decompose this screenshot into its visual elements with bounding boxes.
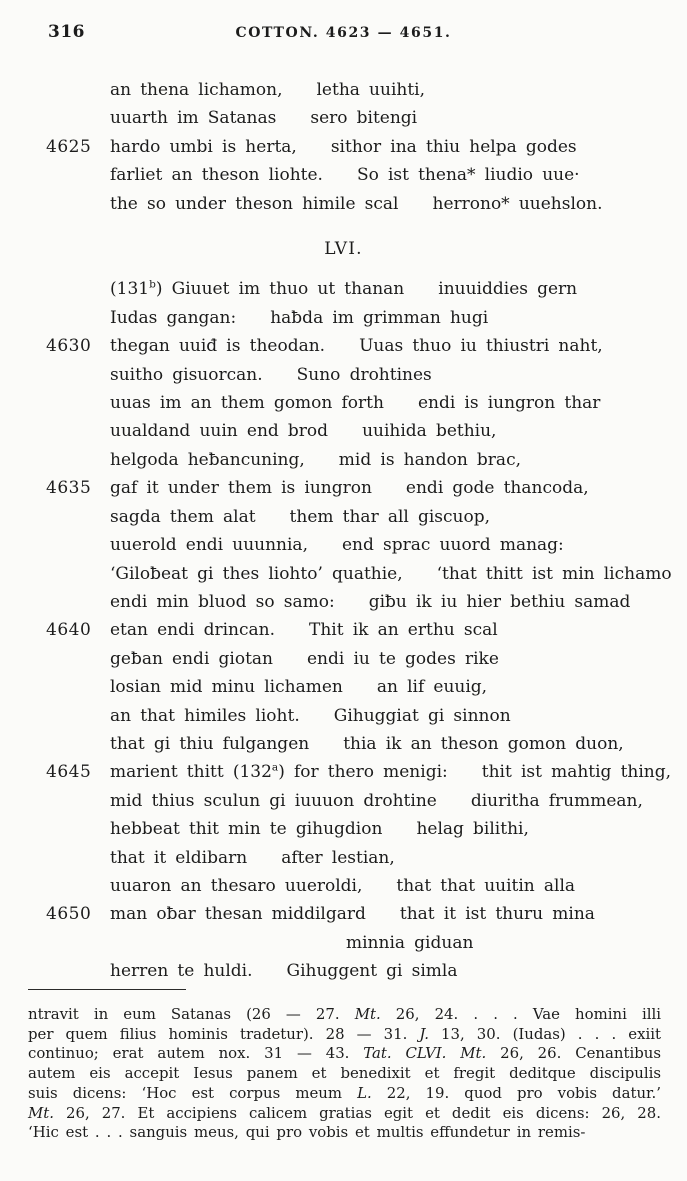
b-verse: diuritha frummean,: [470, 790, 643, 811]
verse-line: [46, 900, 687, 928]
footnote-line: ntravit in eum Satanas (26 — 27. Mt. 26, 24. . . . Vae homini illi: [28, 1005, 661, 1023]
verse-line: [46, 474, 687, 502]
a-verse: uualdand uuin end brod: [110, 421, 329, 442]
b-verse: herrono* uuehslon.: [432, 193, 603, 214]
a-verse: geƀan endi giotan: [110, 648, 273, 669]
a-verse: uuarth im Satanas: [110, 108, 277, 129]
a-verse: marient thitt (132$^a$) for thero menigi:: [110, 761, 448, 783]
verse-line: [46, 361, 687, 389]
b-verse: after lestian,: [281, 847, 395, 868]
a-verse: gaf it under them is iungron: [110, 478, 372, 499]
a-verse: suitho gisuorcan.: [110, 364, 263, 385]
poem-text: [0, 76, 687, 986]
verse-line: [46, 645, 687, 673]
a-verse: that it eldibarn: [110, 847, 248, 868]
verse-line: [46, 844, 687, 872]
b-verse: Suno drohtines: [296, 364, 432, 385]
b-verse: sithor ina thiu helpa godes: [330, 136, 577, 157]
b-verse: uuihida bethiu,: [362, 421, 497, 442]
footnote-line: ‘Hic est . . . sanguis meus, qui pro vobis et multis effundetur in remis-: [28, 1123, 586, 1142]
verse-number: 4650: [46, 904, 92, 925]
verse-line: [46, 133, 687, 161]
verse-line: [46, 161, 687, 189]
a-verse: mid thius sculun gi iuuuon drohtine: [110, 790, 437, 811]
running-header: COTTON. 4623 — 4651.: [235, 25, 452, 41]
section-heading: LVI.: [324, 239, 363, 260]
footnote-line: Mt. 26, 27. Et accipiens calicem gratias egit et dedit eis dicens: 26, 28.: [28, 1103, 661, 1122]
verse-line: [46, 332, 687, 360]
page-number: 316: [48, 22, 85, 42]
a-verse: hebbeat thit min te gihugdion: [110, 819, 383, 840]
b-verse: thia ik an theson gomon duon,: [343, 733, 624, 754]
b-verse: Gihuggent gi simla: [286, 961, 458, 982]
b-verse: endi gode thancoda,: [405, 478, 589, 499]
verse-line: [46, 446, 687, 474]
b-verse: that it ist thuru mina: [399, 904, 595, 925]
verse-line: [46, 531, 687, 559]
footnote-line: continuo; erat autem nox. 31 — 43. Tat. CLVI. Mt. 26, 26. Cenantibus: [28, 1044, 661, 1063]
verse-line: [46, 104, 687, 132]
verse-number: 4635: [46, 478, 92, 499]
verse-line: [46, 758, 687, 786]
b-verse: Gihuggiat gi sinnon: [333, 705, 511, 726]
b-verse: haƀda im grimman hugi: [270, 307, 489, 328]
verse-line: [46, 190, 687, 218]
verse-line: [46, 304, 687, 332]
a-verse: man oƀar thesan middilgard: [110, 904, 366, 925]
a-verse: farliet an theson liohte.: [110, 165, 323, 186]
a-verse: an thena lichamon,: [110, 80, 283, 100]
a-verse: etan endi drincan.: [110, 620, 275, 641]
a-verse: uuas im an them gomon forth: [110, 393, 384, 414]
verse-number: 4625: [46, 136, 92, 157]
verse-line: [46, 730, 687, 758]
b-verse-continuation: minnia giduan: [346, 932, 474, 953]
continuation-line: [46, 929, 687, 957]
verse-line: [46, 616, 687, 644]
verse-line: [46, 389, 687, 417]
verse-number: 4645: [46, 762, 92, 783]
verse-line: [46, 76, 687, 104]
b-verse: ‘that thitt ist min lichamo: [436, 563, 672, 584]
verse-line: [46, 275, 687, 303]
b-verse: sero bitengi: [310, 108, 418, 129]
verse-line: [46, 588, 687, 616]
footnote-divider: [28, 989, 186, 990]
a-verse: helgoda heƀancuning,: [110, 449, 305, 470]
verse-line: [46, 503, 687, 531]
b-verse: Uuas thuo iu thiustri naht,: [359, 336, 603, 357]
a-verse: ‘Giloƀeat gi thes liohto’ quathie,: [110, 563, 403, 584]
verse-line: [46, 560, 687, 588]
a-verse: the so under theson himile scal: [110, 193, 399, 214]
a-verse: uuaron an thesaro uueroldi,: [110, 875, 363, 896]
a-verse: uuerold endi uuunnia,: [110, 535, 308, 556]
footnote-line: suis dicens: ‘Hoc est corpus meum L. 22, 19. quod pro vobis datur.’: [28, 1083, 661, 1102]
b-verse: inuuiddies gern: [438, 279, 578, 300]
b-verse: So ist thena* liudio uue·: [356, 165, 580, 186]
a-verse: (131$^b$) Giuuet im thuo ut thanan: [110, 278, 405, 300]
b-verse: that that uuitin alla: [396, 875, 576, 896]
a-verse: an that himiles lioht.: [110, 705, 300, 726]
verse-line: [46, 417, 687, 445]
verse-line: [46, 702, 687, 730]
b-verse: endi is iungron thar: [417, 393, 601, 414]
verse-line: [46, 815, 687, 843]
b-verse: an lif euuig,: [376, 677, 488, 698]
b-verse: endi iu te godes rike: [307, 648, 499, 669]
b-verse: Thit ik an erthu scal: [309, 620, 498, 641]
b-verse: giƀu ik iu hier bethiu samad: [368, 591, 631, 612]
b-verse: helag bilithi,: [416, 819, 529, 840]
footnote-line: autem eis accepit Iesus panem et benedixit et fregit deditque discipulis: [28, 1064, 661, 1083]
b-verse: them thar all giscuop,: [289, 506, 491, 527]
verse-line: [46, 872, 687, 900]
verse-number: 4630: [46, 336, 92, 357]
footnote-line: per quem filius hominis tradetur). 28 — 31. J. 13, 30. (Iudas) . . . exiit: [28, 1024, 661, 1043]
a-verse: thegan uuiđ is theodan.: [110, 336, 326, 357]
b-verse: letha uuihti,: [316, 80, 425, 100]
a-verse: sagda them alat: [110, 506, 256, 527]
a-verse: endi min bluod so samo:: [110, 591, 335, 612]
a-verse: herren te huldi.: [110, 961, 253, 982]
a-verse: hardo umbi is herta,: [110, 136, 297, 157]
a-verse: that gi thiu fulgangen: [110, 733, 310, 754]
verse-number: 4640: [46, 620, 92, 641]
verse-line: [46, 787, 687, 815]
a-verse: Iudas gangan:: [110, 307, 237, 328]
verse-line: [46, 957, 687, 985]
a-verse: losian mid minu lichamen: [110, 677, 343, 698]
b-verse: end sprac uuord manag:: [341, 535, 564, 556]
footnote-text: [28, 1005, 661, 1143]
b-verse: mid is handon brac,: [338, 449, 521, 470]
verse-line: [46, 673, 687, 701]
b-verse: thit ist mahtig thing,: [481, 762, 672, 783]
